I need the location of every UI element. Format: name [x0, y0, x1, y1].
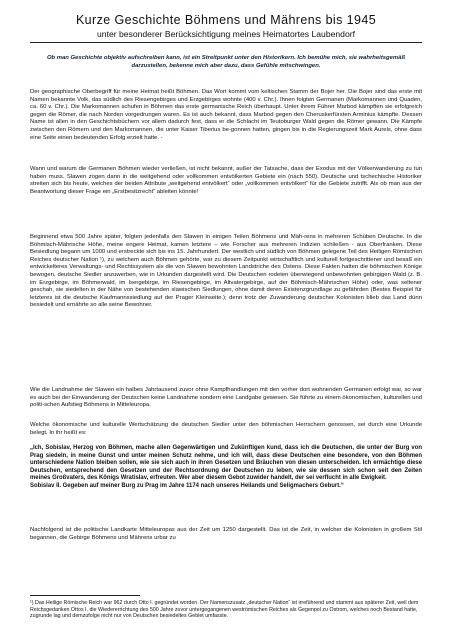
- charter-quote: „Ich, Sobislav, Herzog von Böhmen, mache allen Gegenwärtigen und Zukünftigen kund, dass ich die Deutschen, die unter der Burg von Prag siedeln, in meine Gunst und unter meinen Schutz nehme, und ich will, dass diese Deutschen eine besondere, von den Böhmen unterschiedene Nation bleiben sollen, wie sie sich auch in ihren Gesetzen und Bräuchen von diesen unterscheiden. Ich ermächtige diese Deutschen, entsprechend den Gesetzen und der Rechtsordnung der Deutschen zu leben, wie sie dessen sich schon seit den Zeiten meines Großvaters, des Königs Wratislav, erfreuten. Wer aber diesem Gebot zuwider handelt, der sei verflucht in alle Ewigkeit. Sobislav II. Gegeben auf meiner Burg zu Prag im Jahre 1174 nach unseres Heilands und Seligmachers Geburt.“: [30, 445, 422, 489]
- paragraph-3: Beginnend etwa 500 Jahre später, folgten jedenfalls den Slawen in einigen Teilen Böhmens und Mäh-rens in mehreren Schüben Deutsche. In die Böhmisch-Mährische Höhe, meine engere Heimat, kamen letztere – wie Forscher aus mehreren Indizien schließen - aus Oberfranken. Diese Besiedlung begann um 1000 und erstreckte sich bis ins 15. Jahrhundert. Der westlich und südlich von Böhmen gelegene Teil des Heiligen Römischen Reiches deutscher Nation ¹), zu welchem auch Böhmen gehörte, war zu diesem Zeitpunkt wirtschaftlich und kulturell fortgeschrittener und besaß ein entwickelteres Verwaltungs- und Rechtssystem als die von Slawen bewohnten Landstriche des Ostens. Diese Fakten hatten die böhmischen Könige bewogen, deutsche Siedler anzuwerben, wie in Urkunden dargestellt wird. Die Deutschen rodeten überwiegend unbewohnten gebirgigen Wald (z. B. im Erzgebirge, im Böhmerwald, im Isergebirge, im Riesengebirge, im Altvatergebirge, auf der Böhmisch-Mährischen Höhe) oder, was seltener geschah, sie siedelten in der Nähe von bestehenden slawischen Siedlungen, ohne damit deren Existenzgrundlage zu gefährden (Bestes Beispiel für letzteres ist die deutsche Kaufmannssiedlung auf der Prager Kleinseite.); denn trotz der Zuwanderung deutscher Kolonisten blieb das Land dünn besiedelt und ernährte so alle seine Bewohner.: [30, 234, 422, 309]
- paragraph-7-block: [30, 527, 422, 542]
- title-rule: [30, 42, 422, 43]
- paragraph-5-block: [30, 422, 422, 437]
- paragraph-1-block: [30, 89, 422, 142]
- paragraph-1: Der geographische Oberbegriff für meine Heimat heißt Böhmen. Das Wort kommt vom keltischen Stamm der Bojer her. Die Bojer sind das erste mit Namen bekannte Volk, das südlich des Riesengebirges und Erzgebirges wohnte (400 v. Chr.). Ihnen folgten Germanen (Markomannen und Quaden, ca. 60 v. Chr.). Die Markomannen schufen in Böhmen das erste germanische Reich überhaupt. Unter ihrem Führer Marbod kämpften sie erfolgreich gegen die Römer, die nach Norden vorgedrungen waren. Es ist auch bekannt, dass Marbod gegen den Cheruskerfürsten Arminius kämpfte. Dessen Name ist allen in den Geschichtsbüchern vor allem dadurch fest, dass er die Schlacht im Teutoburger Wald gegen die Römer gewann. Die Kämpfe zwischen den Römern und den Markomannen, die unter Kaiser Tiberius be-gonnen hatten, gingen bis in die Regierungszeit Mark Aurels, ohne dass eine Seite einen bedeutenden Erfolg erzielt hatte. -: [30, 89, 422, 141]
- footnote-rule: [30, 595, 140, 596]
- paragraph-5: Welche ökonomische und kulturelle Wertschätzung die deutschen Siedler unter den böhmischen Herrschern genossen, sei durch eine Urkunde belegt. In ihr heißt es:: [30, 422, 422, 436]
- paragraph-2-block: [30, 166, 422, 196]
- paragraph-2: Wann und warum die Germanen Böhmen wieder verließen, ist nicht bekannt, außer der Tatsache, dass der Exodus mit der Völkerwanderung zu tun haben muss. Slawen zogen dann in die weitgehend oder vollkommen entvölkerten Gebiete ein (nach 550). Deutsche und tschechische Historiker streiten sich bis heute, welches der beiden Attribute „weitgehend entvölkert“ oder „vollkommen entvölkert“ für die Gebiete zutrifft. Als ob man aus der Beantwortung dieser Frage ein „Erstbesitzrecht“ ableiten könnte!: [30, 166, 422, 195]
- footnote: ¹) Das Heilige Römische Reich war 962 durch Otto I. gegründet worden. Der Namenszusatz „deutscher Nation“ ist irreführend und stammt aus späterer Zeit, weil dem Reichsgedanken Ottos I. die Wiedererrichtung des 500 Jahre zuvor untergegangenen weströmischen Reiches als Gegenpol zu Ostrom, welches noch Bestand hatte, zugrunde lag und demzufolge nicht nur von Deutschen besiedeltes Gebiet umfasste.: [30, 600, 419, 620]
- paragraph-4: Wie die Landnahme der Slawen ein halbes Jahrtausend zuvor ohne Kampfhandlungen mit den vorher dort wohnenden Germanen erfolgt war, so war es auch bei der Einwanderung der Deutschen keine Landnahme sondern eine Landgabe gewesen. Sie führte zu einem ökonomischen, kulturellen und politi-schen Aufstieg Böhmens in Mitteleuropa.: [30, 387, 422, 409]
- intro-quote: Ob man Geschichte objektiv aufschreiben kann, ist ein Streitpunkt unter den Historikern. Ich bemühe mich, sie wahrheitsgemäß darzustellen, bekenne mich aber dazu, dass Gefühle mitschwingen.: [46, 55, 406, 69]
- charter-quote-block: [30, 445, 422, 491]
- document-subtitle: unter besonderer Berücksichtigung meines Heimatortes Laubendorf: [97, 29, 355, 39]
- paragraph-7: Nachfolgend ist die politische Landkarte Mitteleuropas aus der Zeit um 1250 dargestellt. Das ist die Zeit, in welcher die Kolonisten in großem Stil begannen, die Gebirge Böhmens und Mährens urbar zu: [30, 527, 422, 541]
- document-title: Kurze Geschichte Böhmens und Mährens bis 1945: [75, 13, 377, 27]
- paragraph-4-block: [30, 387, 422, 410]
- paragraph-3-block: [30, 234, 422, 310]
